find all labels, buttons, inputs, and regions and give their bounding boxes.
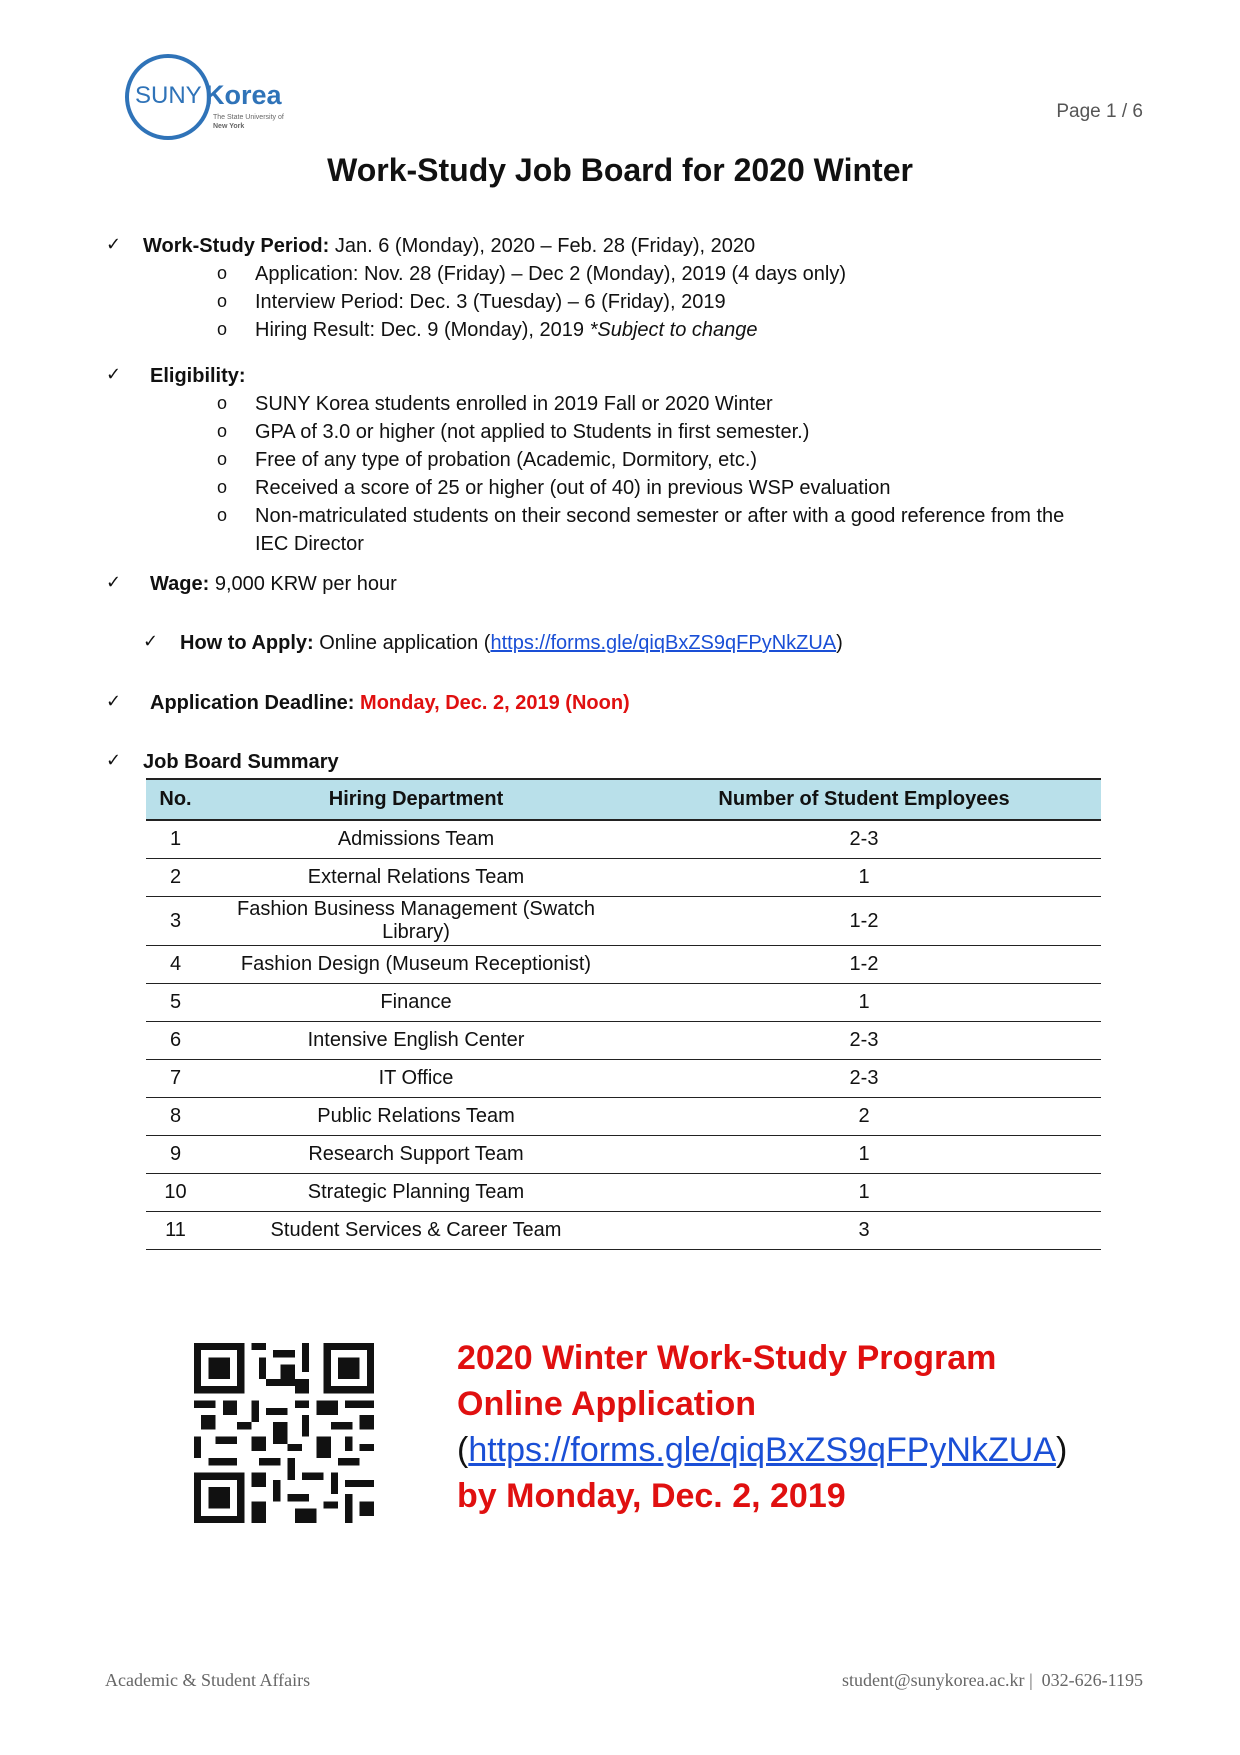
- wage-label: Wage:: [150, 573, 210, 595]
- check-icon: ✓: [106, 750, 122, 771]
- table-row: [146, 1174, 1101, 1212]
- footer-phone: 032-626-1195: [1041, 1670, 1143, 1690]
- eligibility-label: Eligibility:: [150, 365, 246, 387]
- check-icon: ✓: [106, 691, 122, 712]
- svg-text:Korea: Korea: [205, 80, 282, 110]
- cell-no: 10: [146, 1174, 205, 1212]
- apply-line: How to Apply: Online application (https://forms.gle/qiqBxZS9qFPyNkZUA): [180, 632, 843, 654]
- cell-employees: 3: [627, 1212, 1101, 1250]
- table-row: [146, 1060, 1101, 1098]
- header-department: Hiring Department: [205, 779, 627, 820]
- table-row: [146, 1098, 1101, 1136]
- application-link[interactable]: https://forms.gle/qiqBxZS9qFPyNkZUA: [490, 632, 837, 654]
- cell-employees: 1-2: [627, 897, 1101, 946]
- summary-label: Job Board Summary: [143, 751, 339, 773]
- cell-employees: 1: [627, 984, 1101, 1022]
- svg-text:SUNY: SUNY: [135, 82, 202, 109]
- table-header-row: [146, 779, 1101, 820]
- job-board-table: [146, 778, 1101, 1250]
- cell-no: 2: [146, 859, 205, 897]
- cell-employees: 2-3: [627, 1022, 1101, 1060]
- table-row: [146, 897, 1101, 946]
- table-row: [146, 859, 1101, 897]
- cell-department: Student Services & Career Team: [205, 1212, 627, 1250]
- cell-department: Public Relations Team: [205, 1098, 627, 1136]
- bullet-icon: o: [217, 291, 228, 311]
- check-icon: ✓: [106, 364, 122, 385]
- header-no: No.: [146, 779, 205, 820]
- cell-no: 1: [146, 820, 205, 859]
- cell-employees: 1-2: [627, 946, 1101, 984]
- footer-email-link[interactable]: student@sunykorea.ac.kr: [842, 1670, 1025, 1690]
- cell-department: Finance: [205, 984, 627, 1022]
- cell-employees: 1: [627, 1174, 1101, 1212]
- cell-department: Fashion Business Management (Swatch Library): [205, 897, 627, 946]
- bullet-icon: o: [217, 421, 228, 441]
- cell-no: 3: [146, 897, 205, 946]
- bullet-icon: o: [217, 449, 228, 469]
- bullet-icon: o: [217, 393, 228, 413]
- page-title: Work-Study Job Board for 2020 Winter: [327, 152, 913, 188]
- bullet-icon: o: [217, 319, 228, 339]
- promo-link-line: (https://forms.gle/qiqBxZS9qFPyNkZUA): [457, 1431, 1068, 1469]
- svg-text:The State University of: The State University of: [213, 114, 284, 121]
- page-number: Page 1 / 6: [1056, 101, 1143, 122]
- cell-no: 6: [146, 1022, 205, 1060]
- check-icon: ✓: [106, 572, 122, 593]
- period-item: o Interview Period: Dec. 3 (Tuesday) – 6 (Friday), 2019: [217, 291, 726, 313]
- cell-department: External Relations Team: [205, 859, 627, 897]
- period-item: o Hiring Result: Dec. 9 (Monday), 2019 *Subject to change: [217, 319, 758, 341]
- table-row: [146, 984, 1101, 1022]
- promo-deadline: by Monday, Dec. 2, 2019: [457, 1477, 846, 1515]
- promo-title: 2020 Winter Work-Study Program: [457, 1339, 997, 1377]
- period-value: Jan. 6 (Monday), 2020 – Feb. 28 (Friday), 2020: [329, 235, 756, 257]
- eligibility-item: o Received a score of 25 or higher (out of 40) in previous WSP evaluation: [217, 477, 891, 499]
- header-employees: Number of Student Employees: [627, 779, 1101, 820]
- svg-text:New York: New York: [213, 123, 245, 130]
- cell-employees: 2: [627, 1098, 1101, 1136]
- deadline-line: [150, 692, 630, 715]
- table-row: [146, 1136, 1101, 1174]
- eligibility-item: o SUNY Korea students enrolled in 2019 Fall or 2020 Winter: [217, 393, 773, 415]
- cell-department: Strategic Planning Team: [205, 1174, 627, 1212]
- qr-code-icon[interactable]: [194, 1343, 374, 1523]
- cell-employees: 2-3: [627, 820, 1101, 859]
- wage-line: [150, 573, 397, 596]
- period-label: Work-Study Period:: [143, 235, 330, 257]
- eligibility-item: o GPA of 3.0 or higher (not applied to Students in first semester.): [217, 421, 810, 443]
- cell-employees: 2-3: [627, 1060, 1101, 1098]
- cell-employees: 1: [627, 859, 1101, 897]
- promo-application-link[interactable]: https://forms.gle/qiqBxZS9qFPyNkZUA: [468, 1431, 1056, 1469]
- wage-value: 9,000 KRW per hour: [209, 573, 397, 595]
- suny-korea-logo: [125, 52, 300, 142]
- cell-department: Intensive English Center: [205, 1022, 627, 1060]
- table-row: [146, 1212, 1101, 1250]
- period-line: [143, 235, 755, 258]
- cell-department: Admissions Team: [205, 820, 627, 859]
- subject-to-change-note: *Subject to change: [589, 319, 758, 341]
- table-row: [146, 1022, 1101, 1060]
- cell-no: 4: [146, 946, 205, 984]
- table-row: [146, 820, 1101, 859]
- cell-department: IT Office: [205, 1060, 627, 1098]
- bullet-icon: o: [217, 477, 228, 497]
- footer-contact: student@sunykorea.ac.kr | 032-626-1195: [842, 1670, 1143, 1690]
- promo-block: [457, 1335, 1067, 1519]
- bullet-icon: o: [217, 263, 228, 283]
- bullet-icon: o: [217, 505, 228, 525]
- eligibility-item-continued: IEC Director: [255, 533, 364, 555]
- cell-no: 9: [146, 1136, 205, 1174]
- table-row: [146, 946, 1101, 984]
- cell-department: Research Support Team: [205, 1136, 627, 1174]
- cell-no: 5: [146, 984, 205, 1022]
- cell-employees: 1: [627, 1136, 1101, 1174]
- deadline-value: Monday, Dec. 2, 2019 (Noon): [360, 692, 630, 714]
- eligibility-item: o Non-matriculated students on their second semester or after with a good reference from the: [217, 505, 1065, 527]
- promo-subtitle: Online Application: [457, 1385, 757, 1423]
- cell-department: Fashion Design (Museum Receptionist): [205, 946, 627, 984]
- cell-no: 8: [146, 1098, 205, 1136]
- deadline-label: Application Deadline:: [150, 692, 361, 714]
- check-icon: ✓: [106, 234, 122, 255]
- period-item: o Application: Nov. 28 (Friday) – Dec 2 (Monday), 2019 (4 days only): [217, 263, 847, 285]
- check-icon: ✓: [143, 631, 159, 652]
- footer-department: Academic & Student Affairs: [105, 1670, 311, 1690]
- cell-no: 11: [146, 1212, 205, 1250]
- apply-label: How to Apply:: [180, 632, 314, 654]
- cell-no: 7: [146, 1060, 205, 1098]
- eligibility-item: o Free of any type of probation (Academic, Dormitory, etc.): [217, 449, 758, 471]
